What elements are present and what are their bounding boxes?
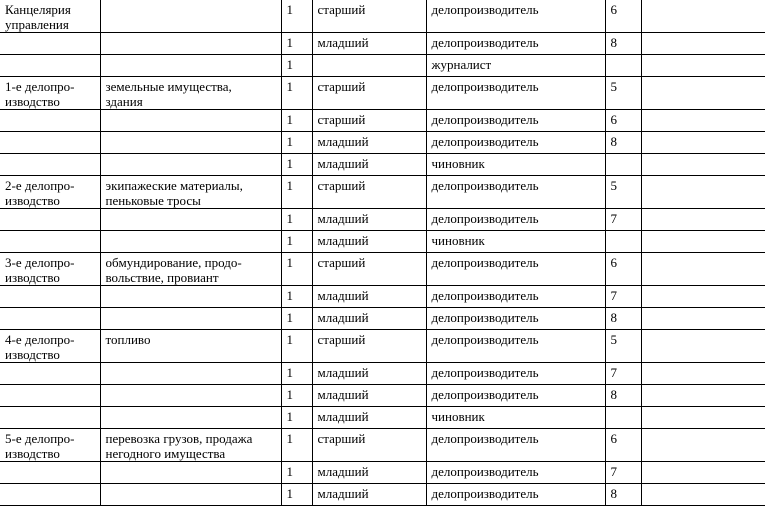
count-cell: 1 xyxy=(281,209,312,231)
level-cell: младший xyxy=(312,308,426,330)
area-cell: обмундирование, продо- вольствие, провиант xyxy=(100,253,281,286)
rank-cell: 6 xyxy=(605,253,641,286)
department-cell xyxy=(0,308,100,330)
extra-cell xyxy=(641,209,765,231)
level-cell: младший xyxy=(312,33,426,55)
extra-cell xyxy=(641,33,765,55)
department-cell xyxy=(0,33,100,55)
rank-cell: 7 xyxy=(605,209,641,231)
department-cell: 1-е делопро- изводство xyxy=(0,77,100,110)
position-cell: делопроизводитель xyxy=(426,308,605,330)
level-cell: младший xyxy=(312,385,426,407)
count-cell: 1 xyxy=(281,77,312,110)
department-cell xyxy=(0,132,100,154)
area-cell xyxy=(100,484,281,506)
position-cell: делопроизводитель xyxy=(426,132,605,154)
extra-cell xyxy=(641,77,765,110)
department-cell xyxy=(0,110,100,132)
extra-cell xyxy=(641,385,765,407)
area-cell xyxy=(100,385,281,407)
level-cell: младший xyxy=(312,462,426,484)
extra-cell xyxy=(641,0,765,33)
position-cell: чиновник xyxy=(426,154,605,176)
position-cell: делопроизводитель xyxy=(426,330,605,363)
department-cell: 5-е делопро- изводство xyxy=(0,429,100,462)
table-row xyxy=(0,154,765,176)
level-cell: старший xyxy=(312,0,426,33)
position-cell: делопроизводитель xyxy=(426,209,605,231)
table-row xyxy=(0,462,765,484)
extra-cell xyxy=(641,462,765,484)
table-row xyxy=(0,55,765,77)
area-cell xyxy=(100,110,281,132)
table-row xyxy=(0,484,765,506)
count-cell: 1 xyxy=(281,484,312,506)
extra-cell xyxy=(641,132,765,154)
extra-cell xyxy=(641,253,765,286)
table-row xyxy=(0,363,765,385)
rank-cell: 7 xyxy=(605,363,641,385)
table-row xyxy=(0,231,765,253)
department-cell xyxy=(0,209,100,231)
area-cell: топливо xyxy=(100,330,281,363)
extra-cell xyxy=(641,55,765,77)
rank-cell: 6 xyxy=(605,0,641,33)
count-cell: 1 xyxy=(281,0,312,33)
extra-cell xyxy=(641,429,765,462)
department-cell xyxy=(0,407,100,429)
level-cell: младший xyxy=(312,286,426,308)
position-cell: делопроизводитель xyxy=(426,176,605,209)
extra-cell xyxy=(641,154,765,176)
count-cell: 1 xyxy=(281,308,312,330)
table-row xyxy=(0,132,765,154)
rank-cell: 8 xyxy=(605,484,641,506)
area-cell xyxy=(100,33,281,55)
count-cell: 1 xyxy=(281,253,312,286)
table-row xyxy=(0,286,765,308)
area-cell: экипажеские материалы, пеньковые тросы xyxy=(100,176,281,209)
position-cell: делопроизводитель xyxy=(426,462,605,484)
count-cell: 1 xyxy=(281,33,312,55)
position-cell: чиновник xyxy=(426,407,605,429)
count-cell: 1 xyxy=(281,55,312,77)
count-cell: 1 xyxy=(281,407,312,429)
table-row xyxy=(0,429,765,462)
area-cell xyxy=(100,132,281,154)
extra-cell xyxy=(641,231,765,253)
department-cell xyxy=(0,286,100,308)
extra-cell xyxy=(641,110,765,132)
department-cell: Канцелярия управления xyxy=(0,0,100,33)
level-cell: старший xyxy=(312,429,426,462)
rank-cell xyxy=(605,154,641,176)
position-cell: делопроизводитель xyxy=(426,484,605,506)
level-cell: младший xyxy=(312,154,426,176)
position-cell: делопроизводитель xyxy=(426,110,605,132)
position-cell: делопроизводитель xyxy=(426,286,605,308)
department-cell xyxy=(0,55,100,77)
extra-cell xyxy=(641,286,765,308)
count-cell: 1 xyxy=(281,132,312,154)
position-cell: делопроизводитель xyxy=(426,33,605,55)
table-row xyxy=(0,407,765,429)
table-row xyxy=(0,308,765,330)
area-cell xyxy=(100,462,281,484)
rank-cell: 8 xyxy=(605,385,641,407)
table-row xyxy=(0,330,765,363)
level-cell: младший xyxy=(312,209,426,231)
rank-cell xyxy=(605,55,641,77)
area-cell xyxy=(100,55,281,77)
extra-cell xyxy=(641,484,765,506)
position-cell: делопроизводитель xyxy=(426,385,605,407)
area-cell xyxy=(100,0,281,33)
count-cell: 1 xyxy=(281,110,312,132)
level-cell: младший xyxy=(312,363,426,385)
count-cell: 1 xyxy=(281,154,312,176)
area-cell xyxy=(100,363,281,385)
position-cell: делопроизводитель xyxy=(426,363,605,385)
area-cell xyxy=(100,286,281,308)
area-cell xyxy=(100,209,281,231)
count-cell: 1 xyxy=(281,385,312,407)
level-cell: старший xyxy=(312,110,426,132)
rank-cell xyxy=(605,231,641,253)
table-row xyxy=(0,33,765,55)
rank-cell: 8 xyxy=(605,33,641,55)
position-cell: делопроизводитель xyxy=(426,253,605,286)
position-cell: чиновник xyxy=(426,231,605,253)
area-cell xyxy=(100,407,281,429)
rank-cell: 5 xyxy=(605,330,641,363)
department-cell: 2-е делопро- изводство xyxy=(0,176,100,209)
count-cell: 1 xyxy=(281,231,312,253)
department-cell xyxy=(0,462,100,484)
department-cell xyxy=(0,154,100,176)
position-cell: делопроизводитель xyxy=(426,77,605,110)
rank-cell: 8 xyxy=(605,308,641,330)
department-cell: 3-е делопро- изводство xyxy=(0,253,100,286)
position-cell: журналист xyxy=(426,55,605,77)
area-cell xyxy=(100,154,281,176)
rank-cell: 5 xyxy=(605,77,641,110)
rank-cell xyxy=(605,407,641,429)
rank-cell: 6 xyxy=(605,110,641,132)
level-cell: младший xyxy=(312,231,426,253)
level-cell: младший xyxy=(312,132,426,154)
level-cell: младший xyxy=(312,484,426,506)
table-row xyxy=(0,176,765,209)
count-cell: 1 xyxy=(281,330,312,363)
department-cell xyxy=(0,363,100,385)
count-cell: 1 xyxy=(281,363,312,385)
department-cell: 4-е делопро- изводство xyxy=(0,330,100,363)
extra-cell xyxy=(641,308,765,330)
level-cell: старший xyxy=(312,176,426,209)
rank-cell: 5 xyxy=(605,176,641,209)
rank-cell: 8 xyxy=(605,132,641,154)
rank-cell: 7 xyxy=(605,462,641,484)
level-cell: старший xyxy=(312,77,426,110)
table-row xyxy=(0,253,765,286)
count-cell: 1 xyxy=(281,462,312,484)
area-cell: земельные имущества, здания xyxy=(100,77,281,110)
department-cell xyxy=(0,484,100,506)
department-cell xyxy=(0,385,100,407)
table-row xyxy=(0,209,765,231)
position-cell: делопроизводитель xyxy=(426,0,605,33)
rank-cell: 7 xyxy=(605,286,641,308)
area-cell xyxy=(100,231,281,253)
table-row xyxy=(0,0,765,33)
extra-cell xyxy=(641,363,765,385)
extra-cell xyxy=(641,330,765,363)
count-cell: 1 xyxy=(281,429,312,462)
level-cell: старший xyxy=(312,330,426,363)
count-cell: 1 xyxy=(281,176,312,209)
extra-cell xyxy=(641,407,765,429)
area-cell: перевозка грузов, продажа негодного имущества xyxy=(100,429,281,462)
position-cell: делопроизводитель xyxy=(426,429,605,462)
area-cell xyxy=(100,308,281,330)
table-row xyxy=(0,110,765,132)
level-cell: младший xyxy=(312,407,426,429)
rank-cell: 6 xyxy=(605,429,641,462)
table-row xyxy=(0,385,765,407)
extra-cell xyxy=(641,176,765,209)
count-cell: 1 xyxy=(281,286,312,308)
level-cell xyxy=(312,55,426,77)
department-cell xyxy=(0,231,100,253)
level-cell: старший xyxy=(312,253,426,286)
table-row xyxy=(0,77,765,110)
